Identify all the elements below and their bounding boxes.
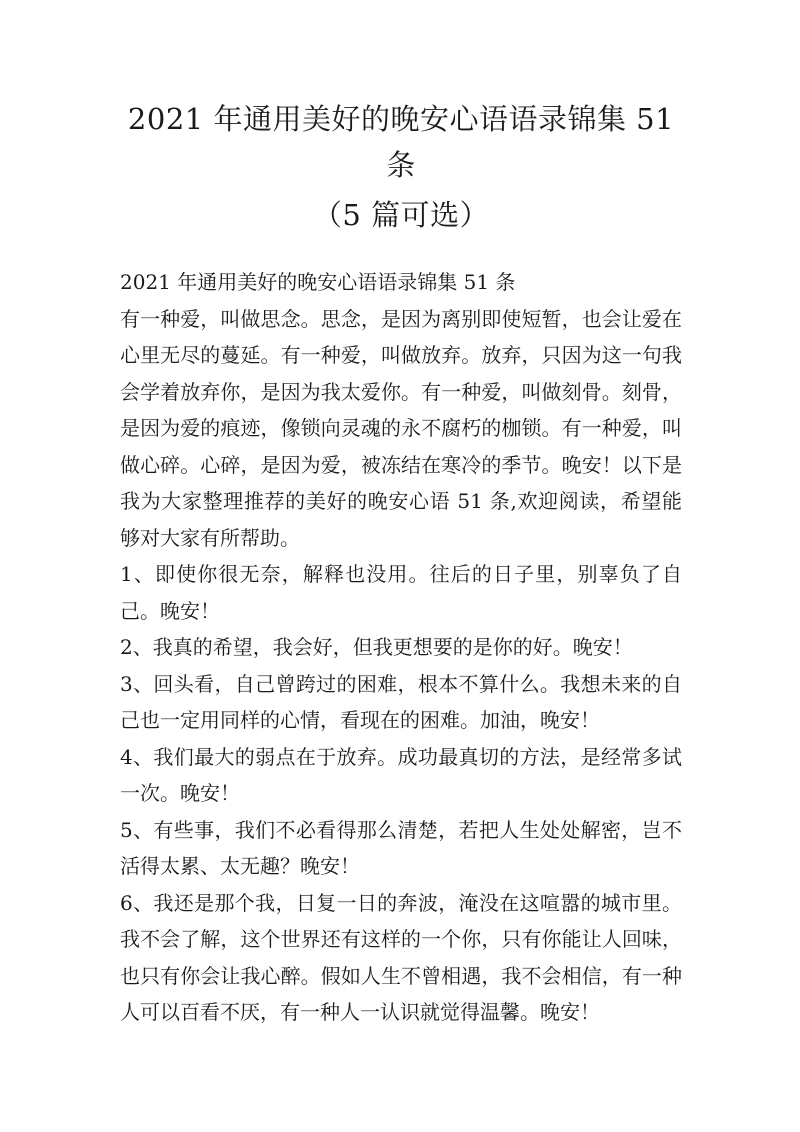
list-item-6: 6、我还是那个我，日复一日的奔波，淹没在这喧嚣的城市里。我不会了解，这个世界还有这样的一个你，只有你能让人回味，也只有你会让我心醉。假如人生不曾相遇，我不会相信，有一种人可以百看不厌，有一种人一认识就觉得温馨。晚安！ (120, 890, 682, 1024)
list-item-3: 3、回头看，自己曾跨过的困难，根本不算什么。我想未来的自己也一定用同样的心情，看现在的困难。加油，晚安！ (120, 671, 682, 732)
body-heading: 2021 年通用美好的晚安心语语录锦集 51 条 (120, 270, 516, 294)
list-item-1: 1、即使你很无奈，解释也没用。往后的日子里，别辜负了自己。晚安！ (120, 562, 682, 623)
document-title: 2021 年通用美好的晚安心语语录锦集 51 条 (127, 102, 675, 182)
document-body (120, 264, 682, 1031)
list-item-4: 4、我们最大的弱点在于放弃。成功最真切的方法，是经常多试一次。晚安！ (120, 744, 682, 805)
list-item-2: 2、我真的希望，我会好，但我更想要的是你的好。晚安！ (120, 635, 633, 659)
intro-paragraph: 有一种爱，叫做思念。思念，是因为离别即使短暂，也会让爱在心里无尽的蔓延。有一种爱，叫做放弃。放弃，只因为这一句我会学着放弃你，是因为我太爱你。有一种爱，叫做刻骨。刻骨，是因为爱的痕迹，像锁向灵魂的永不腐朽的枷锁。有一种爱，叫做心碎。心碎，是因为爱，被冻结在寒冷的季节。晚安！以下是我为大家整理推荐的美好的晚安心语 51 条,欢迎阅读，希望能够对大家有所帮助。 (120, 306, 682, 550)
document-subtitle: （5 篇可选） (312, 198, 490, 232)
list-item-5: 5、有些事，我们不必看得那么清楚，若把人生处处解密，岂不活得太累、太无趣？晚安！ (120, 817, 682, 878)
